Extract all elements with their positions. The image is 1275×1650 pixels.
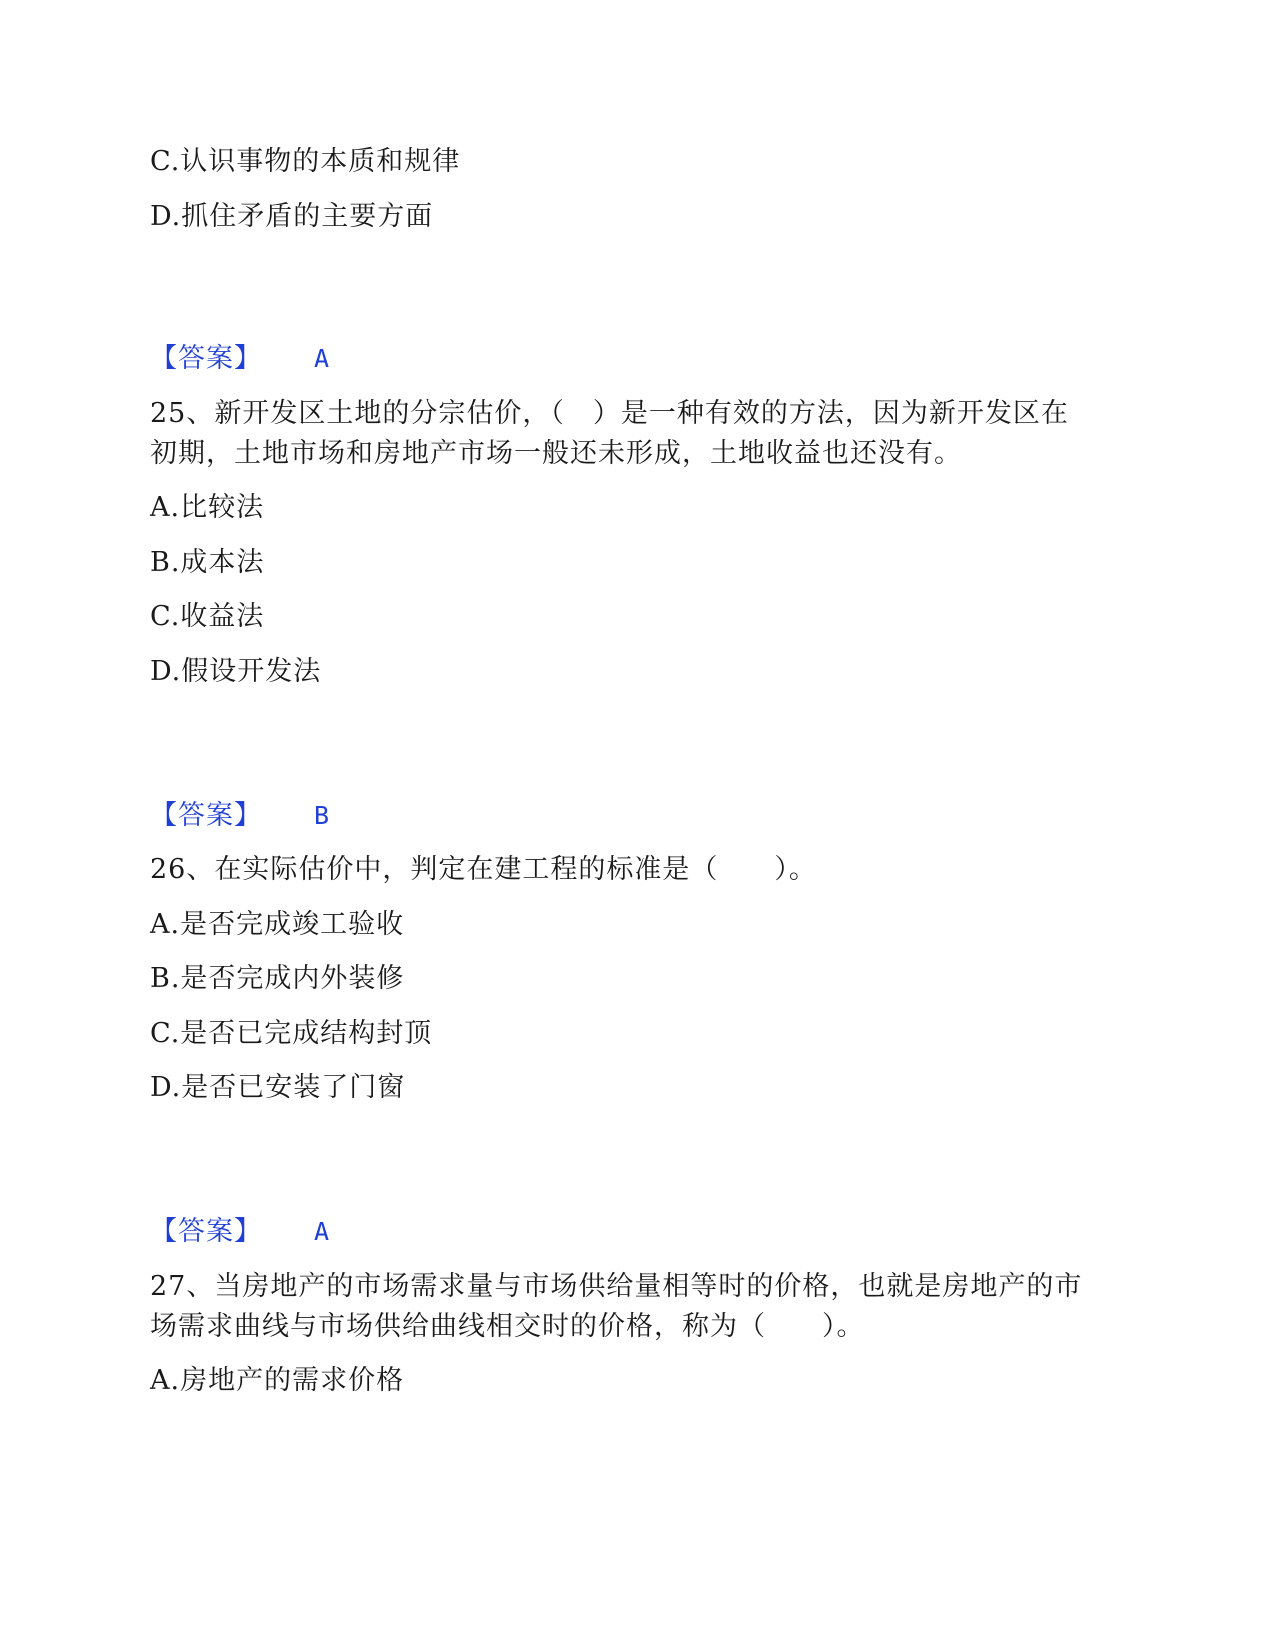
- question-26-text: 26、在实际估价中，判定在建工程的标准是（ ）。: [150, 854, 817, 885]
- question-25-text-line-2: 初期，土地市场和房地产市场一般还未形成，土地收益也还没有。: [150, 438, 962, 469]
- question-25-option-d: D.假设开发法: [150, 656, 322, 687]
- question-25-answer: [150, 799, 329, 833]
- question-26-answer: [150, 1215, 329, 1249]
- question-25-option-b: B.成本法: [150, 547, 265, 578]
- answer-value: B: [314, 801, 330, 830]
- answer-value: A: [314, 344, 330, 373]
- question-26-option-b: B.是否完成内外装修: [150, 963, 405, 994]
- answer-label: 【答案】: [150, 343, 262, 374]
- answer-label: 【答案】: [150, 1216, 262, 1247]
- question-27-text-line-1: 27、当房地产的市场需求量与市场供给量相等时的价格，也就是房地产的市: [150, 1271, 1083, 1302]
- question-25-option-c: C.收益法: [150, 601, 265, 632]
- option-d: D.抓住矛盾的主要方面: [150, 201, 434, 232]
- answer-label: 【答案】: [150, 800, 262, 831]
- answer-value: A: [314, 1217, 330, 1246]
- question-27-text-line-2: 场需求曲线与市场供给曲线相交时的价格，称为（ ）。: [150, 1311, 865, 1342]
- question-25-text-line-1: 25、新开发区土地的分宗估价，（ ）是一种有效的方法，因为新开发区在: [150, 398, 1069, 429]
- question-27-option-a: A.房地产的需求价格: [150, 1365, 405, 1396]
- answer-block: [150, 342, 329, 376]
- question-25-option-a: A.比较法: [150, 492, 265, 523]
- option-c: C.认识事物的本质和规律: [150, 146, 461, 177]
- question-26-option-d: D.是否已安装了门窗: [150, 1072, 406, 1103]
- question-26-option-a: A.是否完成竣工验收: [150, 909, 405, 940]
- question-26-option-c: C.是否已完成结构封顶: [150, 1018, 433, 1049]
